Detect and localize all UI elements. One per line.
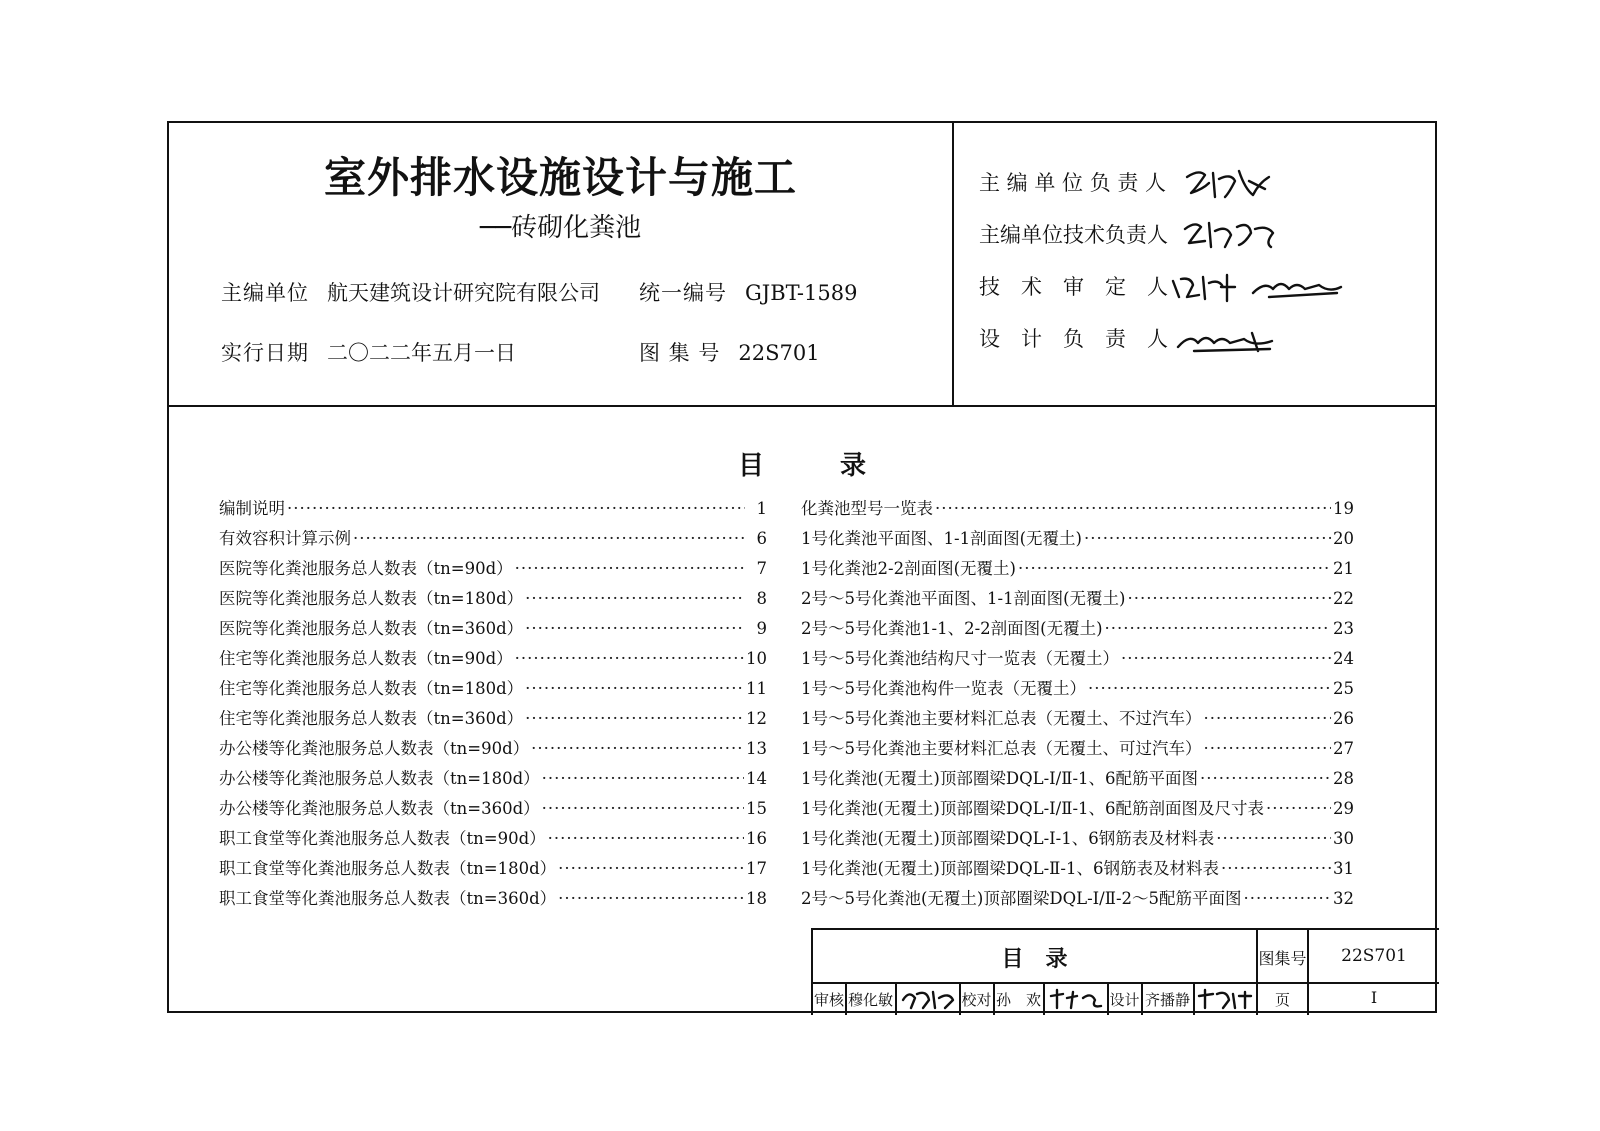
toc-entry[interactable]: [801, 645, 1354, 675]
atlas-title: 室外排水设施设计与施工: [323, 153, 797, 202]
atlas-no-label: 图 集 号: [639, 341, 721, 365]
toc-leader-dots: [935, 499, 1331, 518]
toc-leader-dots: [1121, 649, 1331, 668]
toc-entry[interactable]: [801, 705, 1354, 735]
toc-entry[interactable]: [219, 615, 767, 645]
title-block: [811, 928, 1439, 1015]
toc-entry[interactable]: [219, 705, 767, 735]
toc-entry-page: 16: [746, 829, 767, 848]
signature-reviewer: [1169, 267, 1349, 309]
check-name: 孙 欢: [995, 991, 1041, 1009]
signature-chief-unit: [1179, 159, 1279, 209]
toc-entry[interactable]: [219, 555, 767, 585]
toc-leader-dots: [1216, 829, 1331, 848]
toc-entry[interactable]: [219, 825, 767, 855]
toc-entry[interactable]: [801, 735, 1354, 765]
checker-signature: [1047, 986, 1105, 1012]
toc-entry-page: 31: [1333, 859, 1354, 878]
drawing-sheet: [167, 121, 1437, 1013]
header-divider: [952, 123, 954, 405]
tb-atlas-value: 22S701: [1341, 946, 1407, 966]
toc-entry-page: 18: [746, 889, 767, 908]
toc-entry[interactable]: [219, 765, 767, 795]
toc-entry[interactable]: [801, 825, 1354, 855]
toc-entry-title: 住宅等化粪池服务总人数表（tn=90d）: [219, 649, 513, 668]
toc-entry-page: 25: [1333, 679, 1354, 698]
toc-entry-page: 15: [746, 799, 767, 818]
responsible-reviewer: 技 术 审 定 人: [979, 275, 1168, 299]
toc-entry[interactable]: [219, 675, 767, 705]
toc-entry-page: 24: [1333, 649, 1354, 668]
toc-entry[interactable]: [801, 675, 1354, 705]
responsible-tech-chief: 主编单位技术负责人: [979, 223, 1168, 247]
toc-entry-title: 住宅等化粪池服务总人数表（tn=360d）: [219, 709, 524, 728]
toc-entry[interactable]: [219, 885, 767, 915]
tb-atlas-label: 图集号: [1258, 949, 1307, 968]
toc-entry-page: 6: [756, 529, 767, 548]
toc-entry-title: 2号～5号化粪池平面图、1-1剖面图(无覆土): [801, 589, 1126, 608]
toc-entry-page: 10: [746, 649, 767, 668]
date-value: 二〇二二年五月一日: [327, 341, 516, 365]
toc-entry-title: 化粪池型号一览表: [801, 499, 933, 518]
toc-leader-dots: [287, 499, 745, 518]
toc-entry[interactable]: [801, 855, 1354, 885]
toc-leader-dots: [1127, 589, 1331, 608]
toc-entry-page: 13: [746, 739, 767, 758]
toc-entry[interactable]: [801, 885, 1354, 915]
toc-entry-page: 30: [1333, 829, 1354, 848]
toc-entry-page: 17: [746, 859, 767, 878]
responsible-designer: 设 计 负 责 人: [979, 327, 1168, 351]
toc-right-column: [801, 495, 1354, 915]
toc-entry-title: 住宅等化粪池服务总人数表（tn=180d）: [219, 679, 524, 698]
toc-entry[interactable]: [801, 795, 1354, 825]
toc-entry-page: 21: [1333, 559, 1354, 578]
review-label: 审核: [813, 991, 844, 1009]
toc-entry-title: 办公楼等化粪池服务总人数表（tn=180d）: [219, 769, 540, 788]
responsible-chief-unit: 主 编 单 位 负 责 人: [979, 171, 1167, 195]
toc-entry-title: 职工食堂等化粪池服务总人数表（tn=180d）: [219, 859, 557, 878]
toc-entry-title: 1号化粪池(无覆土)顶部圈梁DQL-Ⅱ-1、6钢筋表及材料表: [801, 859, 1219, 878]
toc-entry[interactable]: [801, 585, 1354, 615]
toc-leader-dots: [525, 619, 745, 638]
toc-leader-dots: [548, 829, 744, 848]
design-label: 设计: [1109, 991, 1140, 1009]
atlas-no-value: 22S701: [738, 341, 820, 365]
toc-entry[interactable]: [219, 525, 767, 555]
toc-entry[interactable]: [219, 495, 767, 525]
reviewer-signature: [899, 986, 957, 1012]
toc-entry-title: 1号化粪池(无覆土)顶部圈梁DQL-Ⅰ-1、6钢筋表及材料表: [801, 829, 1215, 848]
toc-entry-title: 医院等化粪池服务总人数表（tn=360d）: [219, 619, 524, 638]
designer-signature: [1195, 986, 1255, 1012]
toc-entry-page: 27: [1333, 739, 1354, 758]
page-number: Ⅰ: [1370, 988, 1378, 1007]
toc-entry-title: 1号～5号化粪池结构尺寸一览表（无覆土）: [801, 649, 1119, 668]
toc-entry[interactable]: [801, 765, 1354, 795]
atlas-no-info: [639, 337, 820, 367]
toc-entry-page: 29: [1333, 799, 1354, 818]
toc-entry-title: 1号化粪池2-2剖面图(无覆土): [801, 559, 1016, 578]
toc-entry-page: 20: [1333, 529, 1354, 548]
toc-entry-title: 办公楼等化粪池服务总人数表（tn=90d）: [219, 739, 530, 758]
toc-leader-dots: [1088, 679, 1331, 698]
toc-leader-dots: [1221, 859, 1331, 878]
toc-entry[interactable]: [801, 495, 1354, 525]
toc-entry-page: 11: [746, 679, 767, 698]
signature-tech-chief: [1179, 213, 1279, 253]
toc-leader-dots: [1244, 889, 1331, 908]
toc-entry-page: 14: [746, 769, 767, 788]
toc-entry-page: 22: [1333, 589, 1354, 608]
toc-entry[interactable]: [801, 525, 1354, 555]
date-info: [221, 337, 516, 367]
toc-entry-title: 1号化粪池平面图、1-1剖面图(无覆土): [801, 529, 1082, 548]
toc-entry-page: 26: [1333, 709, 1354, 728]
org-label: 主编单位: [221, 281, 309, 305]
signature-designer: [1174, 321, 1284, 361]
toc-entry-title: 1号～5号化粪池主要材料汇总表（无覆土、可过汽车）: [801, 739, 1202, 758]
toc-leader-dots: [1200, 769, 1331, 788]
sheet-title: 目 录: [1001, 947, 1068, 972]
org-value: 航天建筑设计研究院有限公司: [327, 281, 600, 305]
design-name: 齐播静: [1144, 991, 1190, 1009]
toc-leader-dots: [531, 739, 744, 758]
code-info: [639, 277, 857, 307]
toc-entry-page: 9: [756, 619, 767, 638]
toc-heading-left: 目: [737, 451, 764, 481]
toc-entry-page: 19: [1333, 499, 1354, 518]
toc-entry-page: 28: [1333, 769, 1354, 788]
toc-leader-dots: [542, 799, 744, 818]
toc-leader-dots: [558, 859, 744, 878]
toc-heading: [169, 445, 1435, 482]
toc-leader-dots: [1018, 559, 1331, 578]
toc-entry[interactable]: [801, 615, 1354, 645]
toc-entry-page: 23: [1333, 619, 1354, 638]
toc-entry[interactable]: [219, 585, 767, 615]
toc-entry-title: 1号～5号化粪池构件一览表（无覆土）: [801, 679, 1086, 698]
page-label: 页: [1274, 991, 1290, 1009]
toc-entry-page: 32: [1333, 889, 1354, 908]
toc-entry[interactable]: [801, 555, 1354, 585]
review-name: 穆化敏: [847, 991, 893, 1009]
toc-entry-title: 1号化粪池(无覆土)顶部圈梁DQL-Ⅰ/Ⅱ-1、6配筋剖面图及尺寸表: [801, 799, 1265, 818]
toc-entry[interactable]: [219, 855, 767, 885]
toc-leader-dots: [1105, 619, 1331, 638]
atlas-subtitle: ──砖砌化粪池: [479, 213, 642, 243]
toc-entry-title: 医院等化粪池服务总人数表（tn=180d）: [219, 589, 524, 608]
toc-entry-title: 1号～5号化粪池主要材料汇总表（无覆土、不过汽车）: [801, 709, 1202, 728]
toc-entry-page: 7: [756, 559, 767, 578]
toc-leader-dots: [1266, 799, 1331, 818]
date-label: 实行日期: [221, 341, 309, 365]
toc-entry-title: 职工食堂等化粪池服务总人数表（tn=90d）: [219, 829, 546, 848]
toc-leader-dots: [1084, 529, 1331, 548]
code-label: 统一编号: [639, 281, 727, 305]
toc-leader-dots: [558, 889, 744, 908]
toc-left-column: [219, 495, 767, 915]
toc-leader-dots: [353, 529, 745, 548]
toc-entry[interactable]: [219, 735, 767, 765]
org-info: [221, 277, 600, 307]
toc-entry-title: 职工食堂等化粪池服务总人数表（tn=360d）: [219, 889, 557, 908]
code-value: GJBT-1589: [745, 281, 858, 305]
toc-leader-dots: [515, 559, 745, 578]
toc-leader-dots: [1204, 709, 1332, 728]
toc-leader-dots: [515, 649, 744, 668]
check-label: 校对: [961, 991, 992, 1009]
cover-header: [169, 123, 1435, 407]
toc-leader-dots: [525, 589, 745, 608]
toc-leader-dots: [525, 709, 744, 728]
toc-leader-dots: [542, 769, 744, 788]
toc-entry-title: 办公楼等化粪池服务总人数表（tn=360d）: [219, 799, 540, 818]
toc-entry-page: 8: [756, 589, 767, 608]
toc-entry-title: 编制说明: [219, 499, 285, 518]
toc-leader-dots: [1204, 739, 1332, 758]
toc-entry-page: 1: [756, 499, 767, 518]
toc-entry-title: 医院等化粪池服务总人数表（tn=90d）: [219, 559, 513, 578]
toc-leader-dots: [525, 679, 744, 698]
toc-entry-title: 有效容积计算示例: [219, 529, 351, 548]
toc-heading-right: 录: [840, 451, 867, 481]
toc-entry[interactable]: [219, 645, 767, 675]
toc-entry-title: 2号～5号化粪池1-1、2-2剖面图(无覆土): [801, 619, 1103, 638]
toc-entry-title: 2号～5号化粪池(无覆土)顶部圈梁DQL-Ⅰ/Ⅱ-2～5配筋平面图: [801, 889, 1242, 908]
toc-entry-title: 1号化粪池(无覆土)顶部圈梁DQL-Ⅰ/Ⅱ-1、6配筋平面图: [801, 769, 1199, 788]
toc-entry-page: 12: [746, 709, 767, 728]
toc-entry[interactable]: [219, 795, 767, 825]
